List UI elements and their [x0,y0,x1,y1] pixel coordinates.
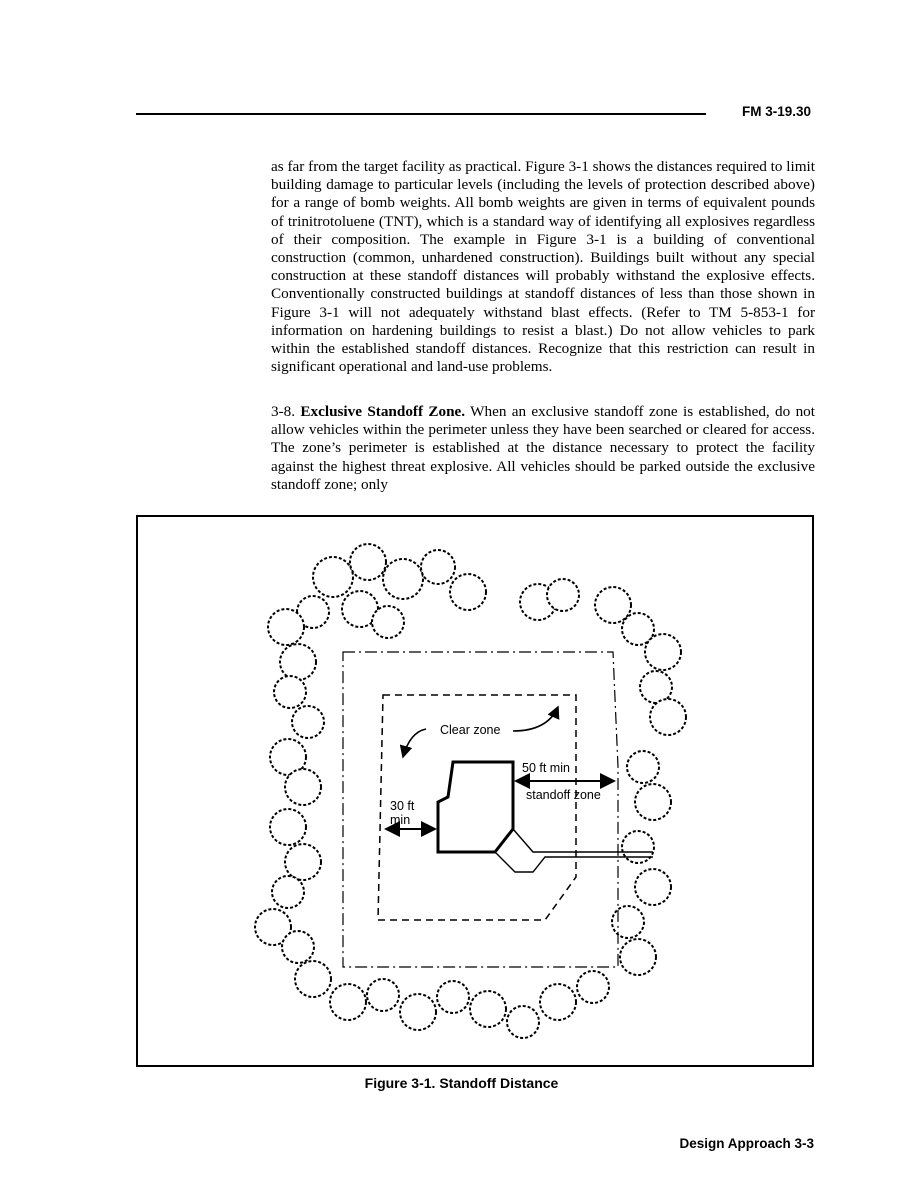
footer-page-number: 3-3 [794,1136,814,1151]
clear-zone-arrow-right [513,707,558,731]
paragraph-body: When an exclusive standoff zone is established, do not allow vehicles within the perimeter unless they have been searched or cleared for access. The zone’s perimeter is established at the distance necessary to protect the facility against the highest threat explosive. All vehicles should be parked outside the exclusive standoff zone; only [271,403,815,493]
building-outline [438,762,513,852]
manual-code: FM 3-19.30 [742,104,812,119]
header-rule [136,113,706,115]
paragraph-exclusive-standoff-zone [271,403,815,494]
fifty-ft-label: 50 ft min [522,761,570,775]
figure-caption: Figure 3-1. Standoff Distance [364,1075,559,1091]
paragraph-standoff-distances: as far from the target facility as practical. Figure 3-1 shows the distances required to limit building damage to particular levels (including the levels of protection described above) for a range of bomb weights. All bomb weights are given in terms of equivalent pounds of trinitrotoluene (TNT), which is a standard way of identifying all explosives regardless of their composition. The example in Figure 3-1 is a building of conventional construction (common, unhardened construction). Buildings built without any special construction at these standoff distances will probably withstand the explosive effects. Conventionally constructed buildings at standoff distances of less than those shown in Figure 3-1 will not adequately withstand blast effects. (Refer to TM 5-853-1 for information on hardening buildings to resist a blast.) Do not allow vehicles to park within the established standoff distances. Recognize that this restriction can result in significant operational and land-use problems. [271,158,815,376]
thirty-ft-min-label: min [390,813,411,827]
clear-zone-arrow-left [403,729,426,757]
paragraph-number: 3-8. [271,403,296,420]
page-footer [679,1136,814,1151]
clear-zone-label: Clear zone [440,723,501,737]
thirty-ft-label: 30 ft [390,799,415,813]
standoff-diagram [138,517,816,1069]
paragraph-heading: Exclusive Standoff Zone. [300,403,466,420]
figure-standoff-distance [136,515,814,1067]
footer-section: Design Approach [679,1136,791,1151]
standoff-zone-label: standoff zone [526,788,601,802]
